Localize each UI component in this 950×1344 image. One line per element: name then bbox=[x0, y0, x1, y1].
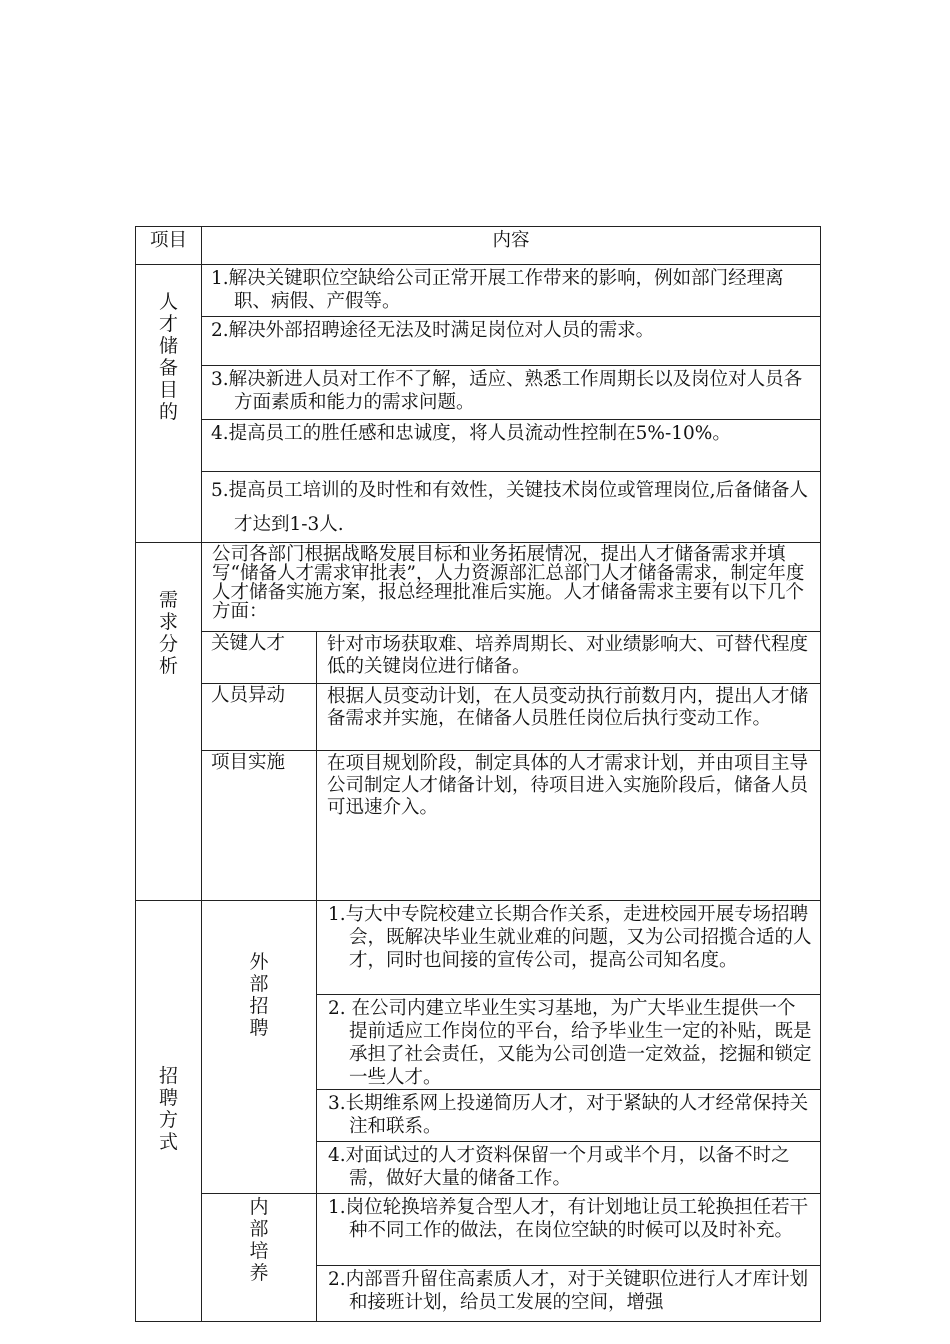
label-char: 备 bbox=[158, 357, 178, 379]
demand-intro-row bbox=[136, 543, 821, 632]
purpose-row-3 bbox=[136, 366, 821, 420]
demand-type: 人员异动 bbox=[202, 684, 317, 751]
label-char: 聘 bbox=[158, 1087, 178, 1109]
label-char: 方 bbox=[158, 1109, 178, 1131]
label-char: 培 bbox=[249, 1240, 269, 1262]
purpose-label-cell bbox=[136, 265, 202, 543]
purpose-row-4 bbox=[136, 420, 821, 472]
label-char: 招 bbox=[158, 1065, 178, 1087]
demand-desc: 根据人员变动计划，在人员变动执行前数月内，提出人才储备需求并实施，在储备人员胜任岗位后执行变动工作。 bbox=[317, 684, 821, 751]
table-header-row bbox=[136, 227, 821, 265]
demand-row bbox=[136, 632, 821, 684]
internal-item: 2.内部晋升留住高素质人才，对于关键职位进行人才库计划和接班计划，给员工发展的空间，增强 bbox=[317, 1266, 821, 1322]
recruit-label-cell bbox=[136, 901, 202, 1322]
label-char: 招 bbox=[249, 995, 269, 1017]
header-content-cell bbox=[202, 227, 821, 265]
demand-row bbox=[136, 751, 821, 901]
demand-type: 项目实施 bbox=[202, 751, 317, 901]
external-label bbox=[202, 951, 316, 1039]
header-item: 项目 bbox=[149, 230, 187, 251]
label-char: 的 bbox=[158, 401, 178, 423]
internal-item: 1.岗位轮换培养复合型人才，有计划地让员工轮换担任若干种不同工作的做法，在岗位空缺的时候可以及时补充。 bbox=[317, 1194, 821, 1266]
purpose-row-2 bbox=[136, 317, 821, 366]
purpose-item: 2.解决外部招聘途径无法及时满足岗位对人员的需求。 bbox=[202, 317, 821, 366]
external-label-cell bbox=[202, 901, 317, 1194]
label-char: 需 bbox=[158, 589, 178, 611]
label-char: 养 bbox=[249, 1262, 269, 1284]
label-char: 才 bbox=[158, 313, 178, 335]
demand-label-cell bbox=[136, 543, 202, 901]
label-char: 外 bbox=[249, 951, 269, 973]
label-char: 部 bbox=[249, 1218, 269, 1240]
label-char: 聘 bbox=[249, 1017, 269, 1039]
demand-desc: 针对市场获取难、培养周期长、对业绩影响大、可替代程度低的关键岗位进行储备。 bbox=[317, 632, 821, 684]
demand-desc: 在项目规划阶段，制定具体的人才需求计划，并由项目主导公司制定人才储备计划，待项目进入实施阶段后，储备人员可迅速介入。 bbox=[317, 751, 821, 901]
label-char: 式 bbox=[158, 1131, 178, 1153]
purpose-item: 4.提高员工的胜任感和忠诚度，将人员流动性控制在5%-10%。 bbox=[202, 420, 821, 472]
label-char: 人 bbox=[158, 291, 178, 313]
demand-intro: 公司各部门根据战略发展目标和业务拓展情况，提出人才储备需求并填写“储备人才需求审批表”，人力资源部汇总部门人才储备需求，制定年度人才储备实施方案，报总经理批准后实施。人才储备需求主要有以下几个方面： bbox=[202, 543, 821, 632]
label-char: 分 bbox=[158, 633, 178, 655]
purpose-row-5 bbox=[136, 472, 821, 543]
header-item-cell bbox=[136, 227, 202, 265]
demand-type: 关键人才 bbox=[202, 632, 317, 684]
purpose-row-1 bbox=[136, 265, 821, 317]
demand-row bbox=[136, 684, 821, 751]
header-content: 内容 bbox=[492, 230, 530, 251]
internal-label-cell bbox=[202, 1194, 317, 1322]
external-item: 2. 在公司内建立毕业生实习基地，为广大毕业生提供一个提前适应工作岗位的平台，给予毕业生一定的补贴，既是承担了社会责任，又能为公司创造一定效益，挖掘和锁定一些人才。 bbox=[317, 995, 821, 1090]
label-char: 析 bbox=[158, 655, 178, 677]
label-char: 内 bbox=[249, 1196, 269, 1218]
label-char: 目 bbox=[158, 379, 178, 401]
label-char: 部 bbox=[249, 973, 269, 995]
external-item: 4.对面试过的人才资料保留一个月或半个月，以备不时之需，做好大量的储备工作。 bbox=[317, 1142, 821, 1194]
purpose-item: 3.解决新进人员对工作不了解，适应、熟悉工作周期长以及岗位对人员各方面素质和能力的需求问题。 bbox=[202, 366, 821, 420]
label-char: 求 bbox=[158, 611, 178, 633]
purpose-item: 1.解决关键职位空缺给公司正常开展工作带来的影响，例如部门经理离职、病假、产假等。 bbox=[202, 265, 821, 317]
demand-label bbox=[136, 589, 201, 677]
recruit-row-5 bbox=[136, 1194, 821, 1266]
internal-label bbox=[202, 1196, 316, 1284]
recruit-label bbox=[136, 1065, 201, 1153]
external-item: 3.长期维系网上投递简历人才，对于紧缺的人才经常保持关注和联系。 bbox=[317, 1090, 821, 1142]
purpose-item: 5.提高员工培训的及时性和有效性，关键技术岗位或管理岗位,后备储备人才达到1-3人. bbox=[202, 472, 821, 543]
external-item: 1.与大中专院校建立长期合作关系，走进校园开展专场招聘会，既解决毕业生就业难的问题，又为公司招揽合适的人才，同时也间接的宣传公司，提高公司知名度。 bbox=[317, 901, 821, 995]
talent-reserve-table bbox=[135, 226, 821, 1322]
label-char: 储 bbox=[158, 335, 178, 357]
purpose-label bbox=[136, 291, 201, 423]
recruit-row-1 bbox=[136, 901, 821, 995]
